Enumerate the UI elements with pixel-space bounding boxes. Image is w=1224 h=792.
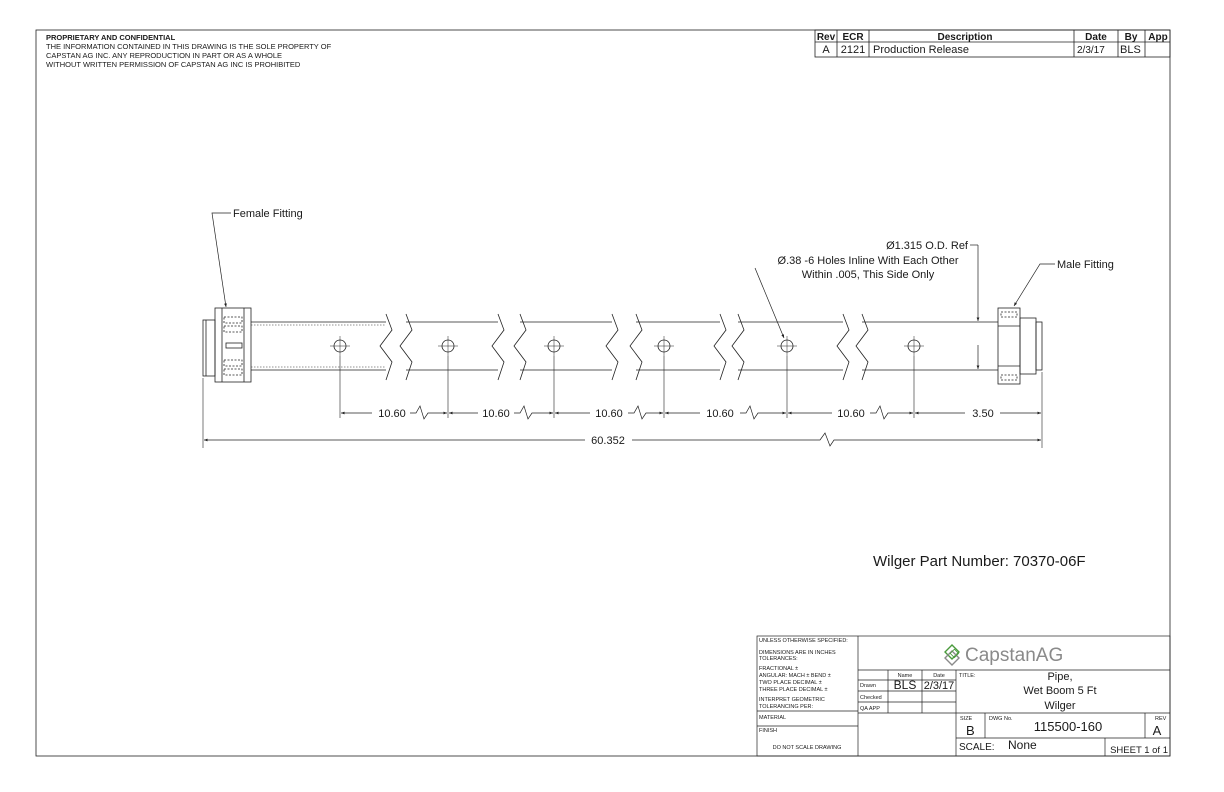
scale-label: SCALE: [959,742,995,753]
tolerance-line: TOLERANCES: [759,656,798,662]
do-not-scale-note: DO NOT SCALE DRAWING [772,745,842,751]
overall-length-dimension: 60.352 [591,435,625,447]
geometric-line1: INTERPRET GEOMETRIC [759,697,825,703]
dwg-value: 115500-160 [1033,719,1103,734]
notice-line: THE INFORMATION CONTAINED IN THIS DRAWING IS THE SOLE PROPERTY OF [46,42,332,51]
tolerance-line: DIMENSIONS ARE IN INCHES [759,650,836,656]
geometric-line2: TOLERANCING PER: [759,704,813,710]
name-header: Name [897,673,913,679]
spacing-dimension: 10.60 [837,408,865,420]
date-header: Date [1085,32,1107,43]
description-header: Description [937,32,993,43]
material-label: MATERIAL [759,715,787,721]
checked-label: Checked [860,695,882,701]
od-ref-label: Ø1.315 O.D. Ref [886,240,968,252]
notice-line: CAPSTAN AG INC. ANY REPRODUCTION IN PART OR AS A WHOLE [46,51,283,60]
title-label: TITLE: [959,673,976,679]
holes-note-line1: Ø.38 -6 Holes Inline With Each Other [777,255,959,267]
male-fitting [998,308,1042,384]
proprietary-notice [46,33,332,69]
scale-value: None [1008,738,1037,752]
drawn-date: 2/3/17 [923,680,955,692]
spacing-dimension: 10.60 [378,408,406,420]
dwg-label: DWG No. [989,716,1013,722]
spacing-dimension: 10.60 [595,408,623,420]
finish-label: FINISH [759,728,778,734]
rev-cell: A [822,44,830,56]
logo-text: CapstanAG [965,645,1064,666]
female-fitting [203,308,251,382]
logo-mark-icon [945,645,959,665]
tolerance-line: THREE PLACE DECIMAL ± [759,687,828,693]
drawn-label: Drawn [860,683,876,689]
size-value: B [966,723,975,738]
description-cell: Production Release [873,44,970,56]
male-fitting-label: Male Fitting [1057,259,1114,271]
drawn-name: BLS [893,678,917,692]
by-cell: BLS [1120,44,1141,56]
rev-value: A [1152,723,1162,738]
tolerance-line: ANGULAR: MACH ± BEND ± [759,673,831,679]
title-line: Wet Boom 5 Ft [1023,685,1097,697]
date-header-tb: Date [933,673,945,679]
rev-header: Rev [816,32,836,43]
qa-label: QA APP [860,706,880,712]
title-line: Wilger [1044,700,1076,712]
pipe-body [251,322,998,370]
rev-label: REV [1155,716,1167,722]
ecr-header: ECR [842,32,864,43]
tolerance-line: FRACTIONAL ± [759,666,799,672]
date-cell: 2/3/17 [1077,45,1105,56]
notice-heading: PROPRIETARY AND CONFIDENTIAL [46,33,176,42]
app-header: App [1148,32,1168,43]
notice-line: WITHOUT WRITTEN PERMISSION OF CAPSTAN AG INC IS PROHIBITED [46,60,301,69]
title-line: Pipe, [1047,671,1073,683]
tolerance-line: UNLESS OTHERWISE SPECIFIED: [759,638,848,644]
pipe-drawing [203,308,1042,448]
holes-note-line2: Within .005, This Side Only [801,269,935,281]
sheet-number: SHEET 1 of 1 [1110,745,1168,756]
spacing-dimension: 10.60 [482,408,510,420]
size-label: SIZE [960,716,973,722]
capstan-logo [945,645,1063,666]
by-header: By [1124,32,1138,43]
spacing-dimension: 10.60 [706,408,734,420]
female-fitting-label: Female Fitting [233,208,303,220]
part-number: Wilger Part Number: 70370-06F [873,553,1086,570]
end-offset-dimension: 3.50 [972,408,994,420]
ecr-cell: 2121 [840,44,866,56]
holes [330,336,924,356]
tolerance-line: TWO PLACE DECIMAL ± [759,680,822,686]
